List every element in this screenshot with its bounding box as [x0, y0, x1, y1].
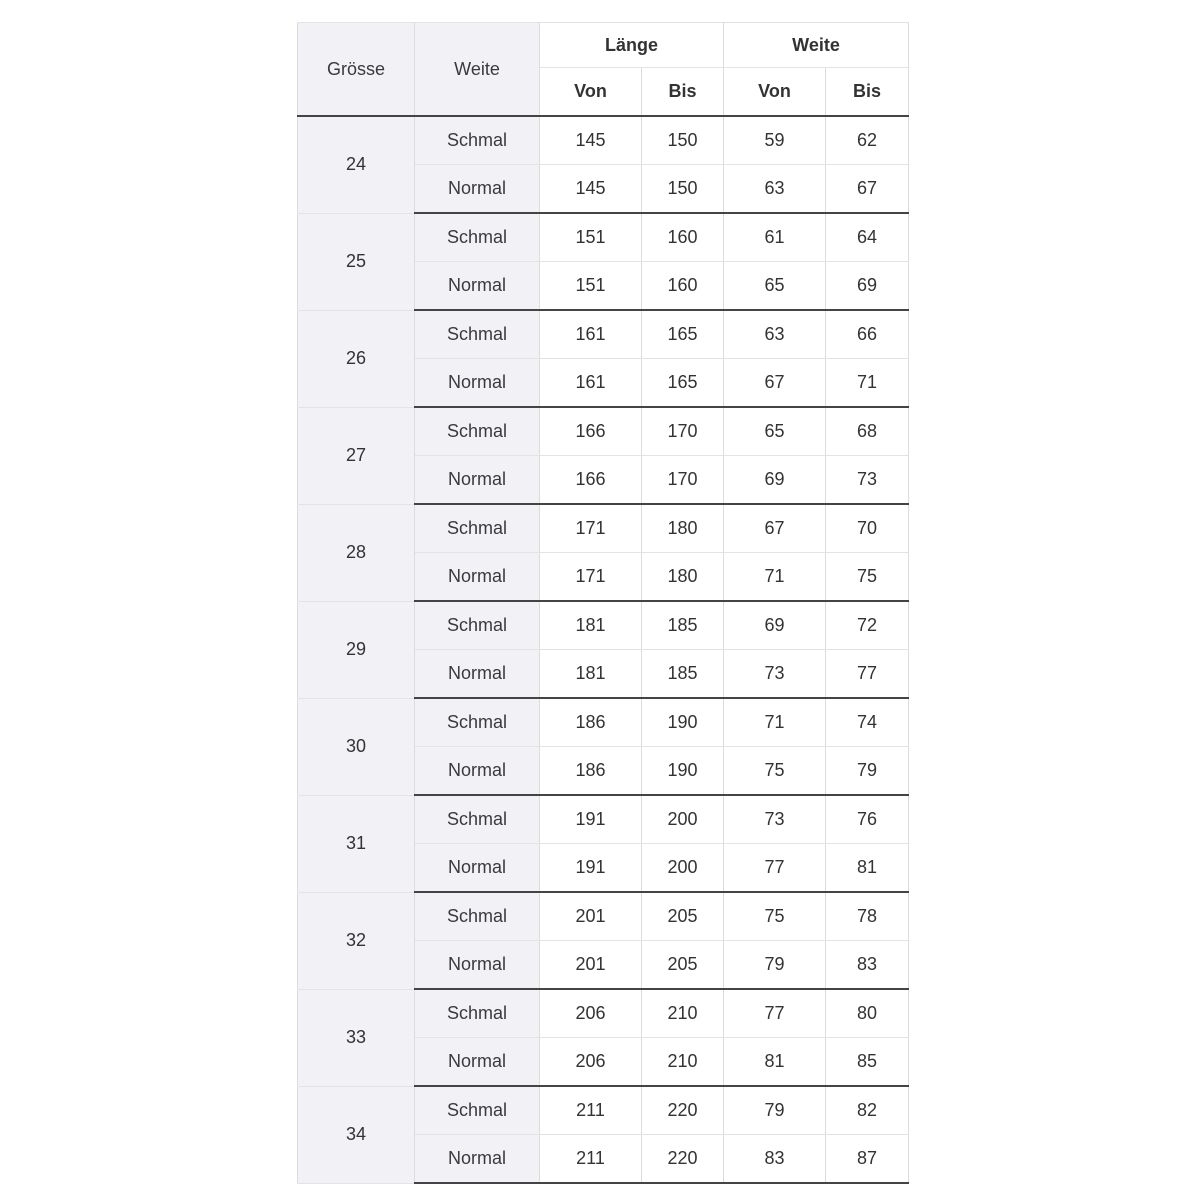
laenge-von-cell: 206: [540, 989, 642, 1038]
header-groesse: Grösse: [298, 23, 415, 117]
laenge-bis-cell: 200: [642, 795, 724, 844]
size-cell: 29: [298, 601, 415, 698]
weite-bis-cell: 80: [826, 989, 909, 1038]
fit-cell: Normal: [415, 844, 540, 893]
size-cell: 34: [298, 1086, 415, 1183]
weite-von-cell: 63: [724, 165, 826, 214]
table-row: [298, 116, 909, 165]
weite-von-cell: 83: [724, 1135, 826, 1184]
weite-von-cell: 61: [724, 213, 826, 262]
laenge-bis-cell: 185: [642, 601, 724, 650]
weite-von-cell: 71: [724, 698, 826, 747]
laenge-von-cell: 201: [540, 941, 642, 990]
weite-von-cell: 67: [724, 359, 826, 408]
table-header: [298, 23, 909, 117]
table-row: [298, 407, 909, 456]
laenge-von-cell: 201: [540, 892, 642, 941]
header-weite-bis: Bis: [826, 68, 909, 117]
fit-cell: Normal: [415, 1038, 540, 1087]
weite-bis-cell: 73: [826, 456, 909, 505]
fit-cell: Normal: [415, 1135, 540, 1184]
weite-von-cell: 79: [724, 1086, 826, 1135]
weite-bis-cell: 64: [826, 213, 909, 262]
laenge-von-cell: 166: [540, 456, 642, 505]
laenge-bis-cell: 170: [642, 407, 724, 456]
size-cell: 24: [298, 116, 415, 213]
laenge-von-cell: 181: [540, 650, 642, 699]
fit-cell: Schmal: [415, 795, 540, 844]
weite-bis-cell: 76: [826, 795, 909, 844]
laenge-von-cell: 151: [540, 213, 642, 262]
laenge-von-cell: 211: [540, 1135, 642, 1184]
table-body: [298, 116, 909, 1183]
table-row: [298, 1086, 909, 1135]
weite-von-cell: 77: [724, 989, 826, 1038]
weite-von-cell: 81: [724, 1038, 826, 1087]
header-weite-group: Weite: [724, 23, 909, 68]
weite-bis-cell: 77: [826, 650, 909, 699]
weite-von-cell: 63: [724, 310, 826, 359]
fit-cell: Schmal: [415, 504, 540, 553]
laenge-von-cell: 171: [540, 504, 642, 553]
fit-cell: Schmal: [415, 989, 540, 1038]
laenge-von-cell: 161: [540, 310, 642, 359]
laenge-von-cell: 206: [540, 1038, 642, 1087]
fit-cell: Schmal: [415, 407, 540, 456]
size-chart-table: [297, 22, 909, 1184]
laenge-bis-cell: 205: [642, 892, 724, 941]
laenge-bis-cell: 150: [642, 165, 724, 214]
size-cell: 30: [298, 698, 415, 795]
fit-cell: Schmal: [415, 116, 540, 165]
fit-cell: Normal: [415, 650, 540, 699]
header-laenge-bis: Bis: [642, 68, 724, 117]
weite-von-cell: 75: [724, 747, 826, 796]
fit-cell: Schmal: [415, 310, 540, 359]
laenge-bis-cell: 210: [642, 989, 724, 1038]
laenge-bis-cell: 190: [642, 698, 724, 747]
header-weite-von: Von: [724, 68, 826, 117]
fit-cell: Normal: [415, 165, 540, 214]
table-row: [298, 795, 909, 844]
table-row: [298, 310, 909, 359]
laenge-von-cell: 145: [540, 165, 642, 214]
table-row: [298, 698, 909, 747]
header-row-top: [298, 23, 909, 68]
weite-bis-cell: 85: [826, 1038, 909, 1087]
weite-bis-cell: 69: [826, 262, 909, 311]
laenge-bis-cell: 220: [642, 1086, 724, 1135]
laenge-bis-cell: 160: [642, 213, 724, 262]
laenge-von-cell: 171: [540, 553, 642, 602]
weite-bis-cell: 82: [826, 1086, 909, 1135]
weite-von-cell: 59: [724, 116, 826, 165]
size-cell: 26: [298, 310, 415, 407]
laenge-von-cell: 151: [540, 262, 642, 311]
weite-bis-cell: 75: [826, 553, 909, 602]
weite-bis-cell: 79: [826, 747, 909, 796]
size-cell: 33: [298, 989, 415, 1086]
table-row: [298, 989, 909, 1038]
weite-von-cell: 79: [724, 941, 826, 990]
weite-bis-cell: 74: [826, 698, 909, 747]
weite-von-cell: 73: [724, 795, 826, 844]
weite-von-cell: 67: [724, 504, 826, 553]
table-row: [298, 892, 909, 941]
laenge-von-cell: 211: [540, 1086, 642, 1135]
table-row: [298, 601, 909, 650]
laenge-von-cell: 181: [540, 601, 642, 650]
fit-cell: Schmal: [415, 213, 540, 262]
laenge-bis-cell: 210: [642, 1038, 724, 1087]
header-weite: Weite: [415, 23, 540, 117]
size-cell: 31: [298, 795, 415, 892]
fit-cell: Normal: [415, 747, 540, 796]
weite-von-cell: 65: [724, 262, 826, 311]
weite-bis-cell: 87: [826, 1135, 909, 1184]
weite-bis-cell: 72: [826, 601, 909, 650]
weite-von-cell: 75: [724, 892, 826, 941]
weite-von-cell: 71: [724, 553, 826, 602]
laenge-bis-cell: 150: [642, 116, 724, 165]
fit-cell: Normal: [415, 262, 540, 311]
header-laenge-group: Länge: [540, 23, 724, 68]
weite-bis-cell: 67: [826, 165, 909, 214]
fit-cell: Schmal: [415, 601, 540, 650]
weite-von-cell: 77: [724, 844, 826, 893]
laenge-bis-cell: 160: [642, 262, 724, 311]
laenge-bis-cell: 165: [642, 310, 724, 359]
size-cell: 27: [298, 407, 415, 504]
table-row: [298, 213, 909, 262]
laenge-von-cell: 186: [540, 698, 642, 747]
weite-bis-cell: 83: [826, 941, 909, 990]
size-cell: 25: [298, 213, 415, 310]
weite-bis-cell: 70: [826, 504, 909, 553]
header-laenge-von: Von: [540, 68, 642, 117]
fit-cell: Normal: [415, 456, 540, 505]
laenge-bis-cell: 165: [642, 359, 724, 408]
size-cell: 32: [298, 892, 415, 989]
fit-cell: Schmal: [415, 698, 540, 747]
weite-bis-cell: 71: [826, 359, 909, 408]
laenge-bis-cell: 190: [642, 747, 724, 796]
laenge-bis-cell: 180: [642, 553, 724, 602]
weite-von-cell: 65: [724, 407, 826, 456]
fit-cell: Normal: [415, 941, 540, 990]
weite-bis-cell: 62: [826, 116, 909, 165]
laenge-bis-cell: 170: [642, 456, 724, 505]
laenge-von-cell: 145: [540, 116, 642, 165]
fit-cell: Schmal: [415, 1086, 540, 1135]
laenge-bis-cell: 200: [642, 844, 724, 893]
laenge-bis-cell: 205: [642, 941, 724, 990]
fit-cell: Normal: [415, 359, 540, 408]
weite-bis-cell: 78: [826, 892, 909, 941]
table-row: [298, 504, 909, 553]
weite-bis-cell: 68: [826, 407, 909, 456]
weite-von-cell: 69: [724, 456, 826, 505]
laenge-von-cell: 186: [540, 747, 642, 796]
laenge-bis-cell: 180: [642, 504, 724, 553]
size-cell: 28: [298, 504, 415, 601]
laenge-bis-cell: 220: [642, 1135, 724, 1184]
laenge-von-cell: 166: [540, 407, 642, 456]
laenge-von-cell: 161: [540, 359, 642, 408]
weite-bis-cell: 66: [826, 310, 909, 359]
laenge-bis-cell: 185: [642, 650, 724, 699]
laenge-von-cell: 191: [540, 844, 642, 893]
weite-von-cell: 69: [724, 601, 826, 650]
laenge-von-cell: 191: [540, 795, 642, 844]
weite-bis-cell: 81: [826, 844, 909, 893]
fit-cell: Normal: [415, 553, 540, 602]
fit-cell: Schmal: [415, 892, 540, 941]
weite-von-cell: 73: [724, 650, 826, 699]
